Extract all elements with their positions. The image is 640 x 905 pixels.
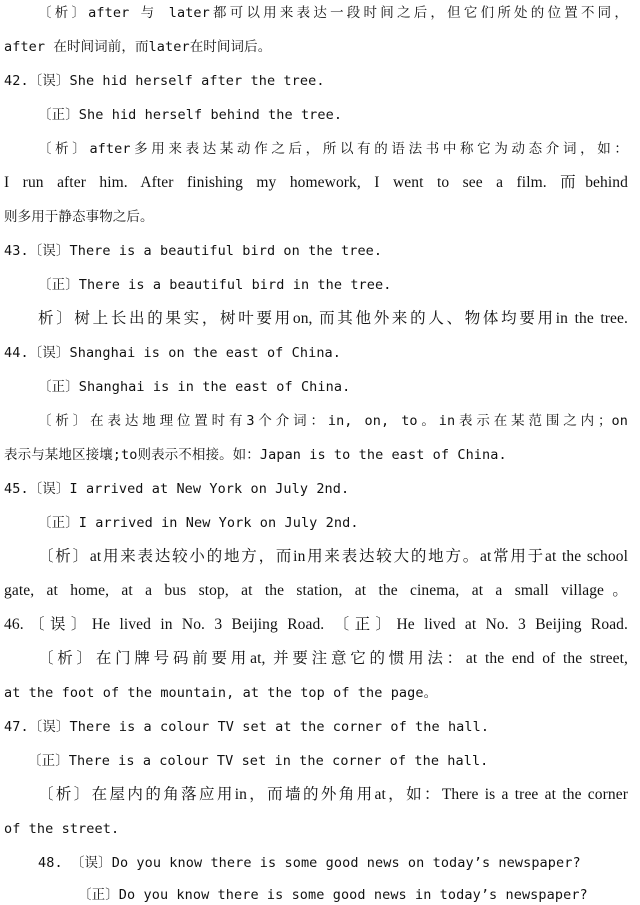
item-43-analysis: 析〕树上长出的果实，树叶要用on, 而其他外来的人、物体均要用in the tree. [38,310,628,327]
item-47-wrong: 47.〔误〕There is a colour TV set at the corner of the hall. [4,719,490,735]
item-47-correct: 〔正〕There is a colour TV set in the corner of the hall. [28,753,489,769]
text-line: I run after him. After finishing my homework, I went to see a film. 而behind [4,174,628,191]
item-42-correct: 〔正〕She hid herself behind the tree. [38,107,343,123]
item-45-analysis: 〔析〕at用来表达较小的地方，而in用来表达较大的地方。at常用于at the school [38,548,628,565]
item-44-wrong: 44.〔误〕Shanghai is on the east of China. [4,345,341,361]
item-44-analysis: 〔析〕在表达地理位置时有3个介词：in, on, to。in表示在某范围之内；on [38,413,628,429]
text-line: of the street. [4,821,120,837]
item-42-wrong: 42.〔误〕She hid herself after the tree. [4,73,325,89]
item-48-correct: 〔正〕Do you know there is some good news in today’s newspaper? [78,887,588,903]
item-43-correct: 〔正〕There is a beautiful bird in the tree. [38,277,392,293]
text-line: gate, at home, at a bus stop, at the station, at the cinema, at a small village。 [4,582,628,599]
text-line: at the foot of the mountain, at the top of the page。 [4,685,438,701]
text-line: after 在时间词前，而later在时间词后。 [4,39,272,55]
item-42-analysis: 〔析〕after多用来表达某动作之后，所以有的语法书中称它为动态介词，如： [38,141,628,157]
item-44-correct: 〔正〕Shanghai is in the east of China. [38,379,351,395]
item-48-wrong: 48. 〔误〕Do you know there is some good news on today’s newspaper? [38,855,581,871]
item-43-wrong: 43.〔误〕There is a beautiful bird on the tree. [4,243,383,259]
text-line: 则多用于静态事物之后。 [4,209,154,225]
item-46-analysis: 〔析〕在门牌号码前要用at, 并要注意它的惯用法：at the end of the street, [38,650,628,667]
item-45-correct: 〔正〕I arrived in New York on July 2nd. [38,515,359,531]
item-45-wrong: 45.〔误〕I arrived at New York on July 2nd. [4,481,350,497]
item-47-analysis: 〔析〕在屋内的角落应用in，而墙的外角用at，如：There is a tree at the corner [38,786,628,803]
text-line: 〔析〕after 与 later都可以用来表达一段时间之后，但它们所处的位置不同， [38,5,628,21]
text-line: 表示与某地区接壤;to则表示不相接。如：Japan is to the east of China. [4,447,507,463]
item-46: 46.〔误〕He lived in No. 3 Beijing Road. 〔正〕He lived at No. 3 Beijing Road. [4,616,628,633]
